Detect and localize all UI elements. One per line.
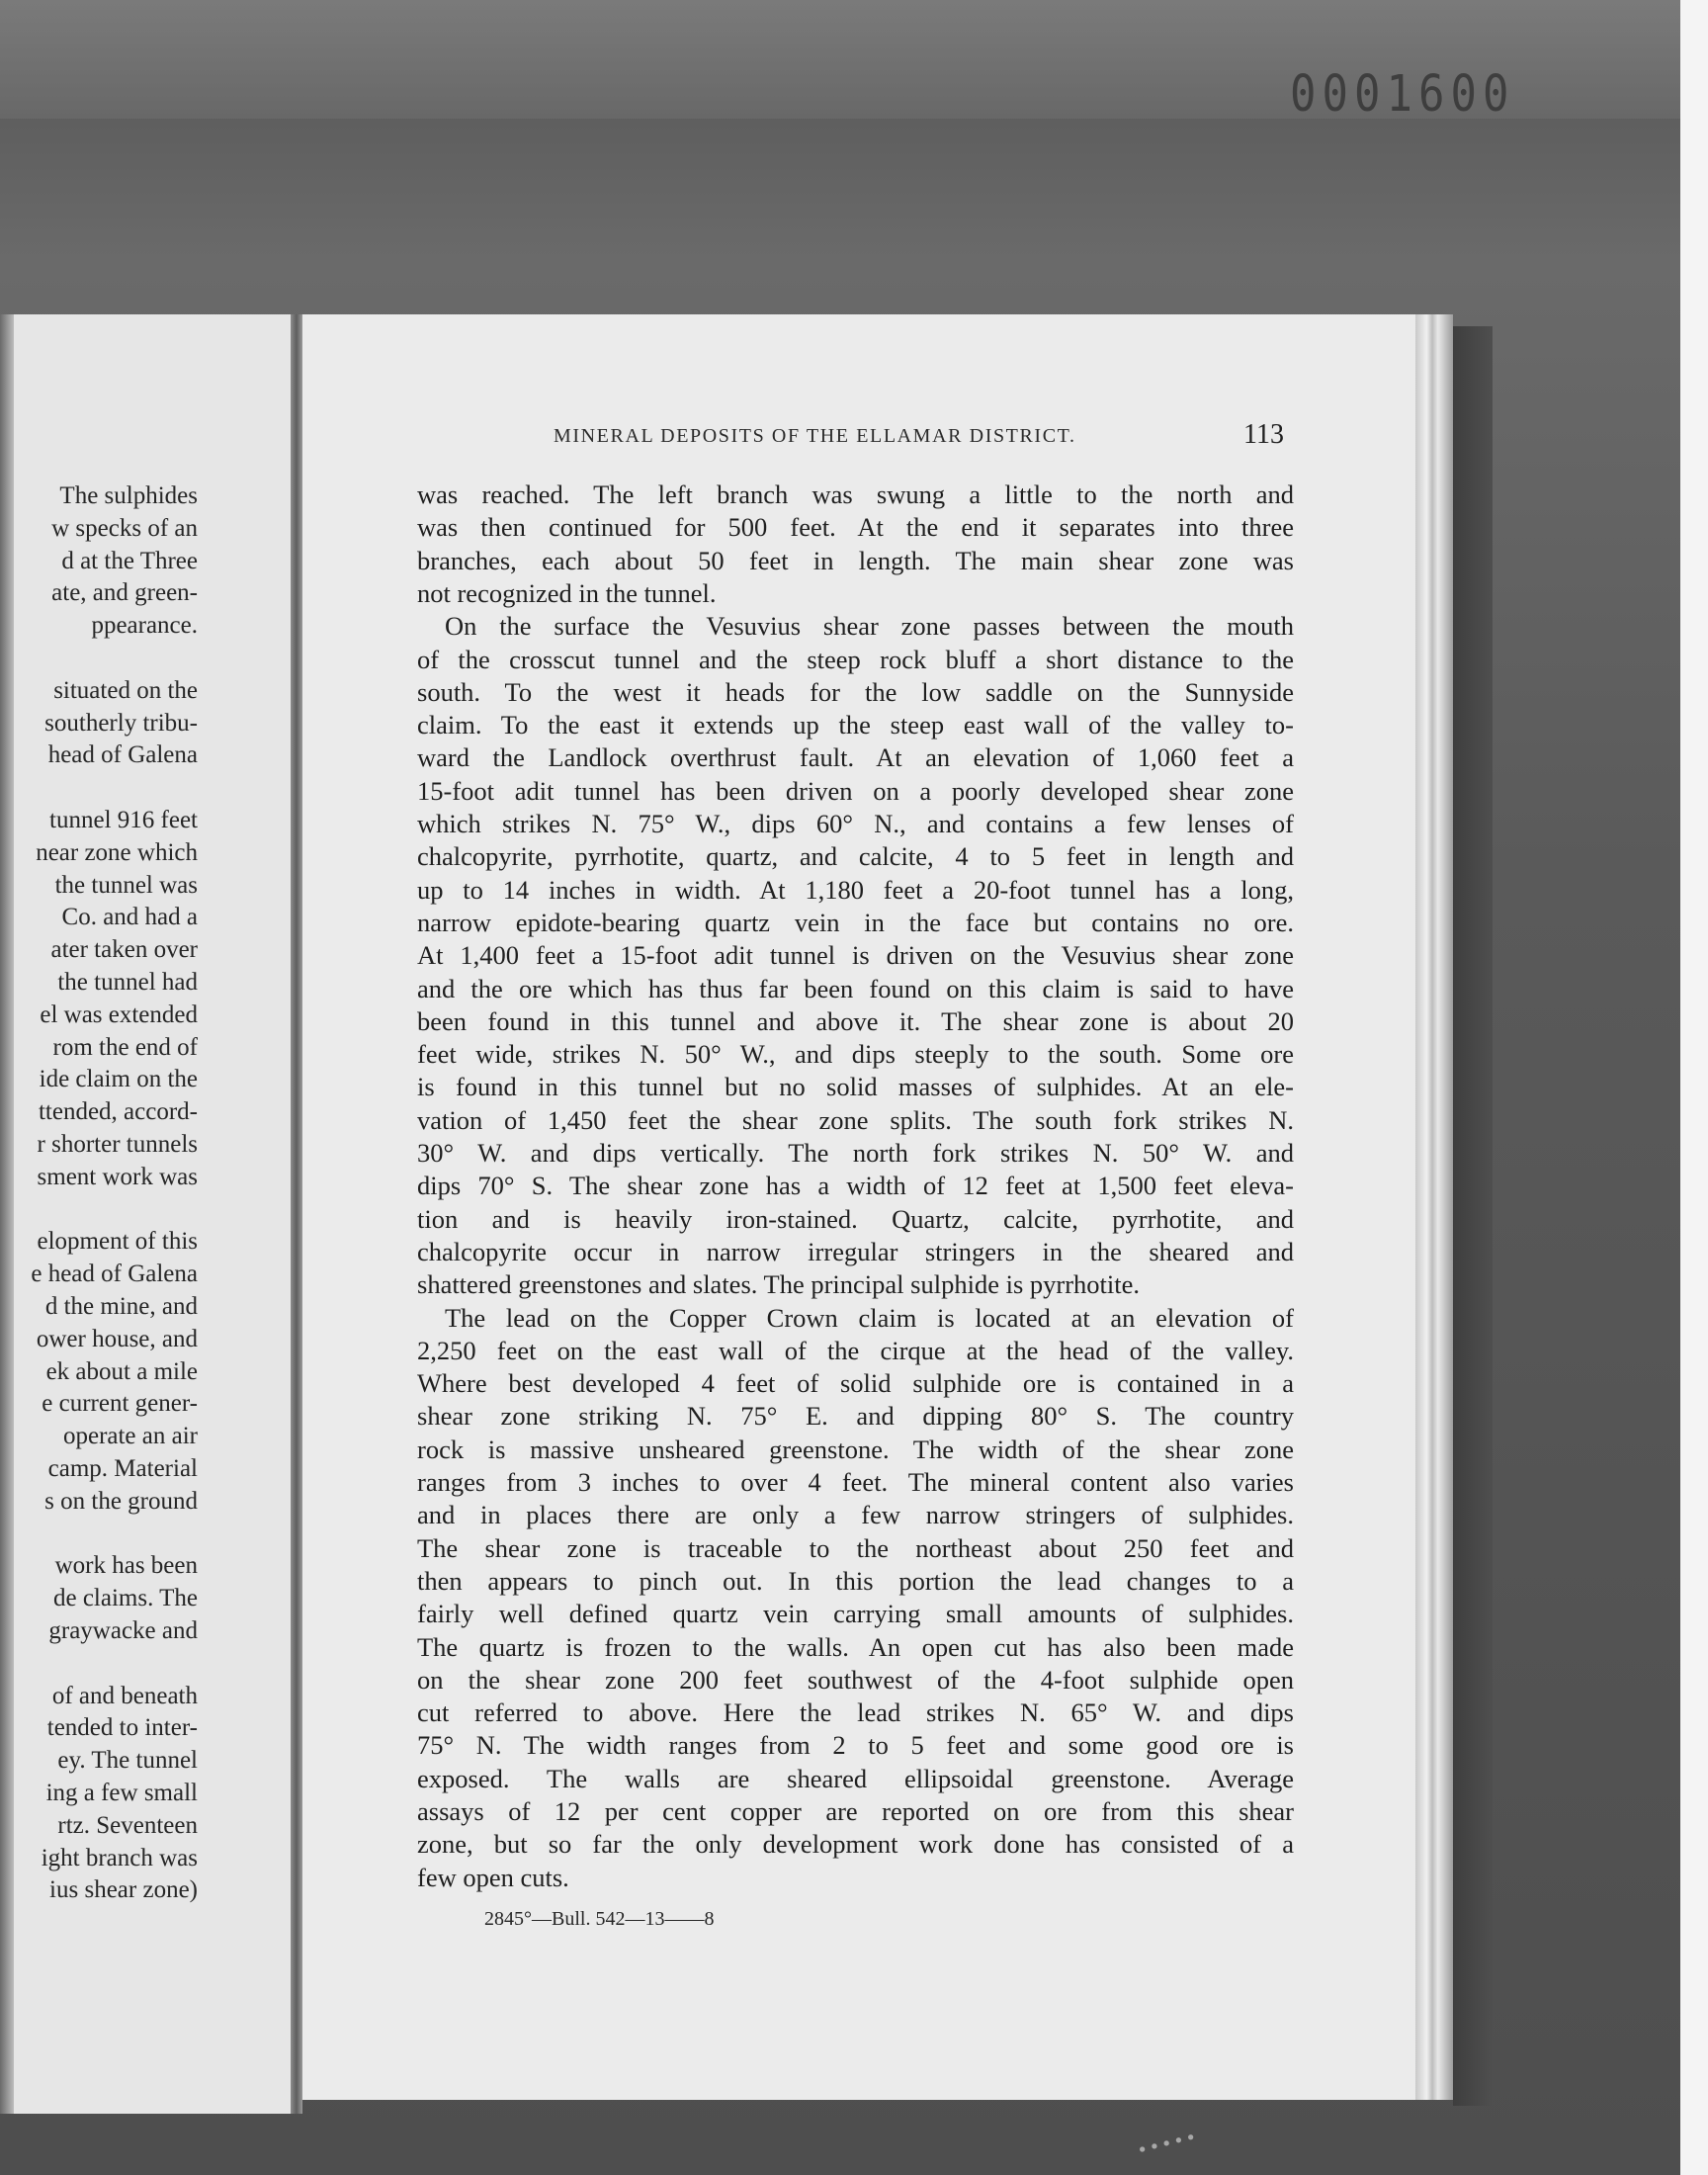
- body-line: then appears to pinch out. In this portion the lead changes to a: [417, 1565, 1294, 1596]
- body-line: narrow epidote-bearing quartz vein in the face but contains no ore.: [417, 907, 1294, 937]
- body-line: and in places there are only a few narrow stringers of sulphides.: [417, 1500, 1294, 1530]
- body-line: vation of 1,450 feet the shear zone splits. The south fork strikes N.: [417, 1104, 1294, 1135]
- left-page-line: graywacke and: [48, 1617, 198, 1644]
- body-line: up to 14 inches in width. At 1,180 feet a 20-foot tunnel has a long,: [417, 874, 1294, 905]
- left-page-line: rom the end of: [52, 1033, 198, 1061]
- body-line: zone, but so far the only development work done has consisted of a: [417, 1829, 1294, 1860]
- left-page-line: situated on the: [53, 676, 198, 704]
- body-line: 75° N. The width ranges from 2 to 5 feet and some good ore is: [417, 1730, 1294, 1761]
- body-line: was reached. The left branch was swung a little to the north and: [417, 479, 1294, 509]
- body-line: The shear zone is traceable to the northeast about 250 feet and: [417, 1532, 1294, 1563]
- body-line: was then continued for 500 feet. At the end it separates into three: [417, 512, 1294, 543]
- body-line: The quartz is frozen to the walls. An open cut has also been made: [417, 1631, 1294, 1662]
- left-page-line: The sulphides: [59, 482, 198, 509]
- left-page-line: ttended, accord-: [38, 1098, 198, 1126]
- left-page-line: southerly tribu-: [44, 709, 198, 737]
- body-line: claim. To the east it extends up the steep east wall of the valley to-: [417, 710, 1294, 740]
- left-page-line: ate, and green-: [51, 579, 198, 607]
- body-line: On the surface the Vesuvius shear zone passes between the mouth: [445, 611, 1294, 642]
- left-page-line: ing a few small: [45, 1780, 198, 1806]
- left-page-line: camp. Material: [47, 1455, 198, 1482]
- left-page-line: elopment of this: [37, 1228, 198, 1256]
- body-line: of the crosscut tunnel and the steep rock bluff a short distance to the: [417, 644, 1294, 674]
- left-page-line: ius shear zone): [49, 1876, 198, 1904]
- left-page-line: d at the Three: [61, 547, 198, 574]
- scan-marks: •••••: [1135, 2126, 1201, 2162]
- left-page-line: work has been: [54, 1552, 198, 1580]
- left-page-line: el was extended: [40, 1000, 198, 1028]
- left-page-line: Co. and had a: [61, 904, 198, 931]
- left-page-line: near zone which: [36, 838, 198, 866]
- page-shadow: [1453, 326, 1493, 2106]
- left-page-line: the tunnel had: [57, 969, 198, 996]
- running-head: MINERAL DEPOSITS OF THE ELLAMAR DISTRICT.: [554, 425, 1076, 447]
- left-page-line: d the mine, and: [44, 1293, 198, 1320]
- left-page-line: ight branch was: [41, 1844, 198, 1871]
- body-line: on the shear zone 200 feet southwest of the 4-foot sulphide open: [417, 1664, 1294, 1695]
- left-page-line: of and beneath: [51, 1682, 198, 1709]
- left-page-line: ey. The tunnel: [57, 1747, 198, 1775]
- body-line: At 1,400 feet a 15-foot adit tunnel is driven on the Vesuvius shear zone: [417, 940, 1294, 971]
- body-line: rock is massive unsheared greenstone. The width of the shear zone: [417, 1434, 1294, 1464]
- body-line: shear zone striking N. 75° E. and dipping 80° S. The country: [417, 1401, 1294, 1432]
- body-line: 15-foot adit tunnel has been driven on a poorly developed shear zone: [417, 775, 1294, 806]
- body-line: ward the Landlock overthrust fault. At an elevation of 1,060 feet a: [417, 742, 1294, 773]
- body-line: shattered greenstones and slates. The principal sulphide is pyrrhotite.: [417, 1269, 1141, 1300]
- body-line: been found in this tunnel and above it. The shear zone is about 20: [417, 1005, 1294, 1036]
- left-page-line: ek about a mile: [45, 1357, 198, 1385]
- body-line: and the ore which has thus far been found on this claim is said to have: [417, 973, 1294, 1003]
- body-line: which strikes N. 75° W., dips 60° N., and contains a few lenses of: [417, 809, 1294, 838]
- body-line: branches, each about 50 feet in length. The main shear zone was: [417, 545, 1294, 575]
- body-line: chalcopyrite, pyrrhotite, quartz, and calcite, 4 to 5 feet in length and: [417, 841, 1294, 872]
- left-page: [0, 314, 297, 2114]
- body-line: 2,250 feet on the east wall of the cirque at the head of the valley.: [417, 1335, 1294, 1365]
- left-page-line: ater taken over: [50, 936, 198, 964]
- stamp-number: 0001600: [1290, 65, 1515, 124]
- left-page-line: tunnel 916 feet: [49, 807, 198, 833]
- body-line: exposed. The walls are sheared ellipsoidal greenstone. Average: [417, 1763, 1294, 1793]
- body-line: chalcopyrite occur in narrow irregular stringers in the sheared and: [417, 1236, 1294, 1266]
- body-line: 30° W. and dips vertically. The north fork strikes N. 50° W. and: [417, 1138, 1294, 1168]
- left-page-line: head of Galena: [47, 741, 198, 769]
- left-page-line: e head of Galena: [31, 1261, 198, 1288]
- left-page-line: ppearance.: [91, 612, 198, 640]
- left-page-line: operate an air: [62, 1423, 198, 1450]
- body-line: The lead on the Copper Crown claim is located at an elevation of: [445, 1302, 1294, 1333]
- body-line: assays of 12 per cent copper are reported on ore from this shear: [417, 1796, 1294, 1826]
- body-line: Where best developed 4 feet of solid sulphide ore is contained in a: [417, 1368, 1294, 1399]
- signature-mark: 2845°—Bull. 542—13——8: [484, 1908, 715, 1930]
- left-page-line: ower house, and: [36, 1325, 198, 1352]
- left-page-edge: [0, 314, 14, 2114]
- left-page-line: ide claim on the: [39, 1066, 198, 1093]
- body-line: few open cuts.: [417, 1862, 569, 1892]
- left-page-line: rtz. Seventeen: [57, 1811, 198, 1839]
- left-page-line: the tunnel was: [54, 871, 198, 899]
- left-page-line: s on the ground: [44, 1487, 198, 1515]
- body-line: ranges from 3 inches to over 4 feet. The mineral content also varies: [417, 1467, 1294, 1497]
- page-number: 113: [1243, 419, 1284, 450]
- body-line: south. To the west it heads for the low saddle on the Sunnyside: [417, 676, 1294, 707]
- left-page-line: e current gener-: [42, 1390, 198, 1418]
- body-line: is found in this tunnel but no solid masses of sulphides. At an ele-: [417, 1072, 1294, 1102]
- left-page-line: r shorter tunnels: [37, 1131, 198, 1158]
- left-page-line: tended to inter-: [46, 1714, 198, 1742]
- left-page-line: sment work was: [37, 1163, 198, 1190]
- body-line: fairly well defined quartz vein carrying small amounts of sulphides.: [417, 1599, 1294, 1629]
- page-stack-edge: [1415, 314, 1453, 2100]
- body-line: cut referred to above. Here the lead strikes N. 65° W. and dips: [417, 1697, 1294, 1728]
- left-page-line: w specks of an: [51, 514, 198, 542]
- body-line: not recognized in the tunnel.: [417, 577, 717, 608]
- book-gutter: [291, 314, 302, 2114]
- body-line: feet wide, strikes N. 50° W., and dips steeply to the south. Some ore: [417, 1039, 1294, 1070]
- body-line: tion and is heavily iron-stained. Quartz, calcite, pyrrhotite, and: [417, 1203, 1294, 1234]
- left-page-line: de claims. The: [52, 1585, 198, 1612]
- body-line: dips 70° S. The shear zone has a width of 12 feet at 1,500 feet eleva-: [417, 1171, 1294, 1201]
- scan-margin: [1680, 0, 1708, 2175]
